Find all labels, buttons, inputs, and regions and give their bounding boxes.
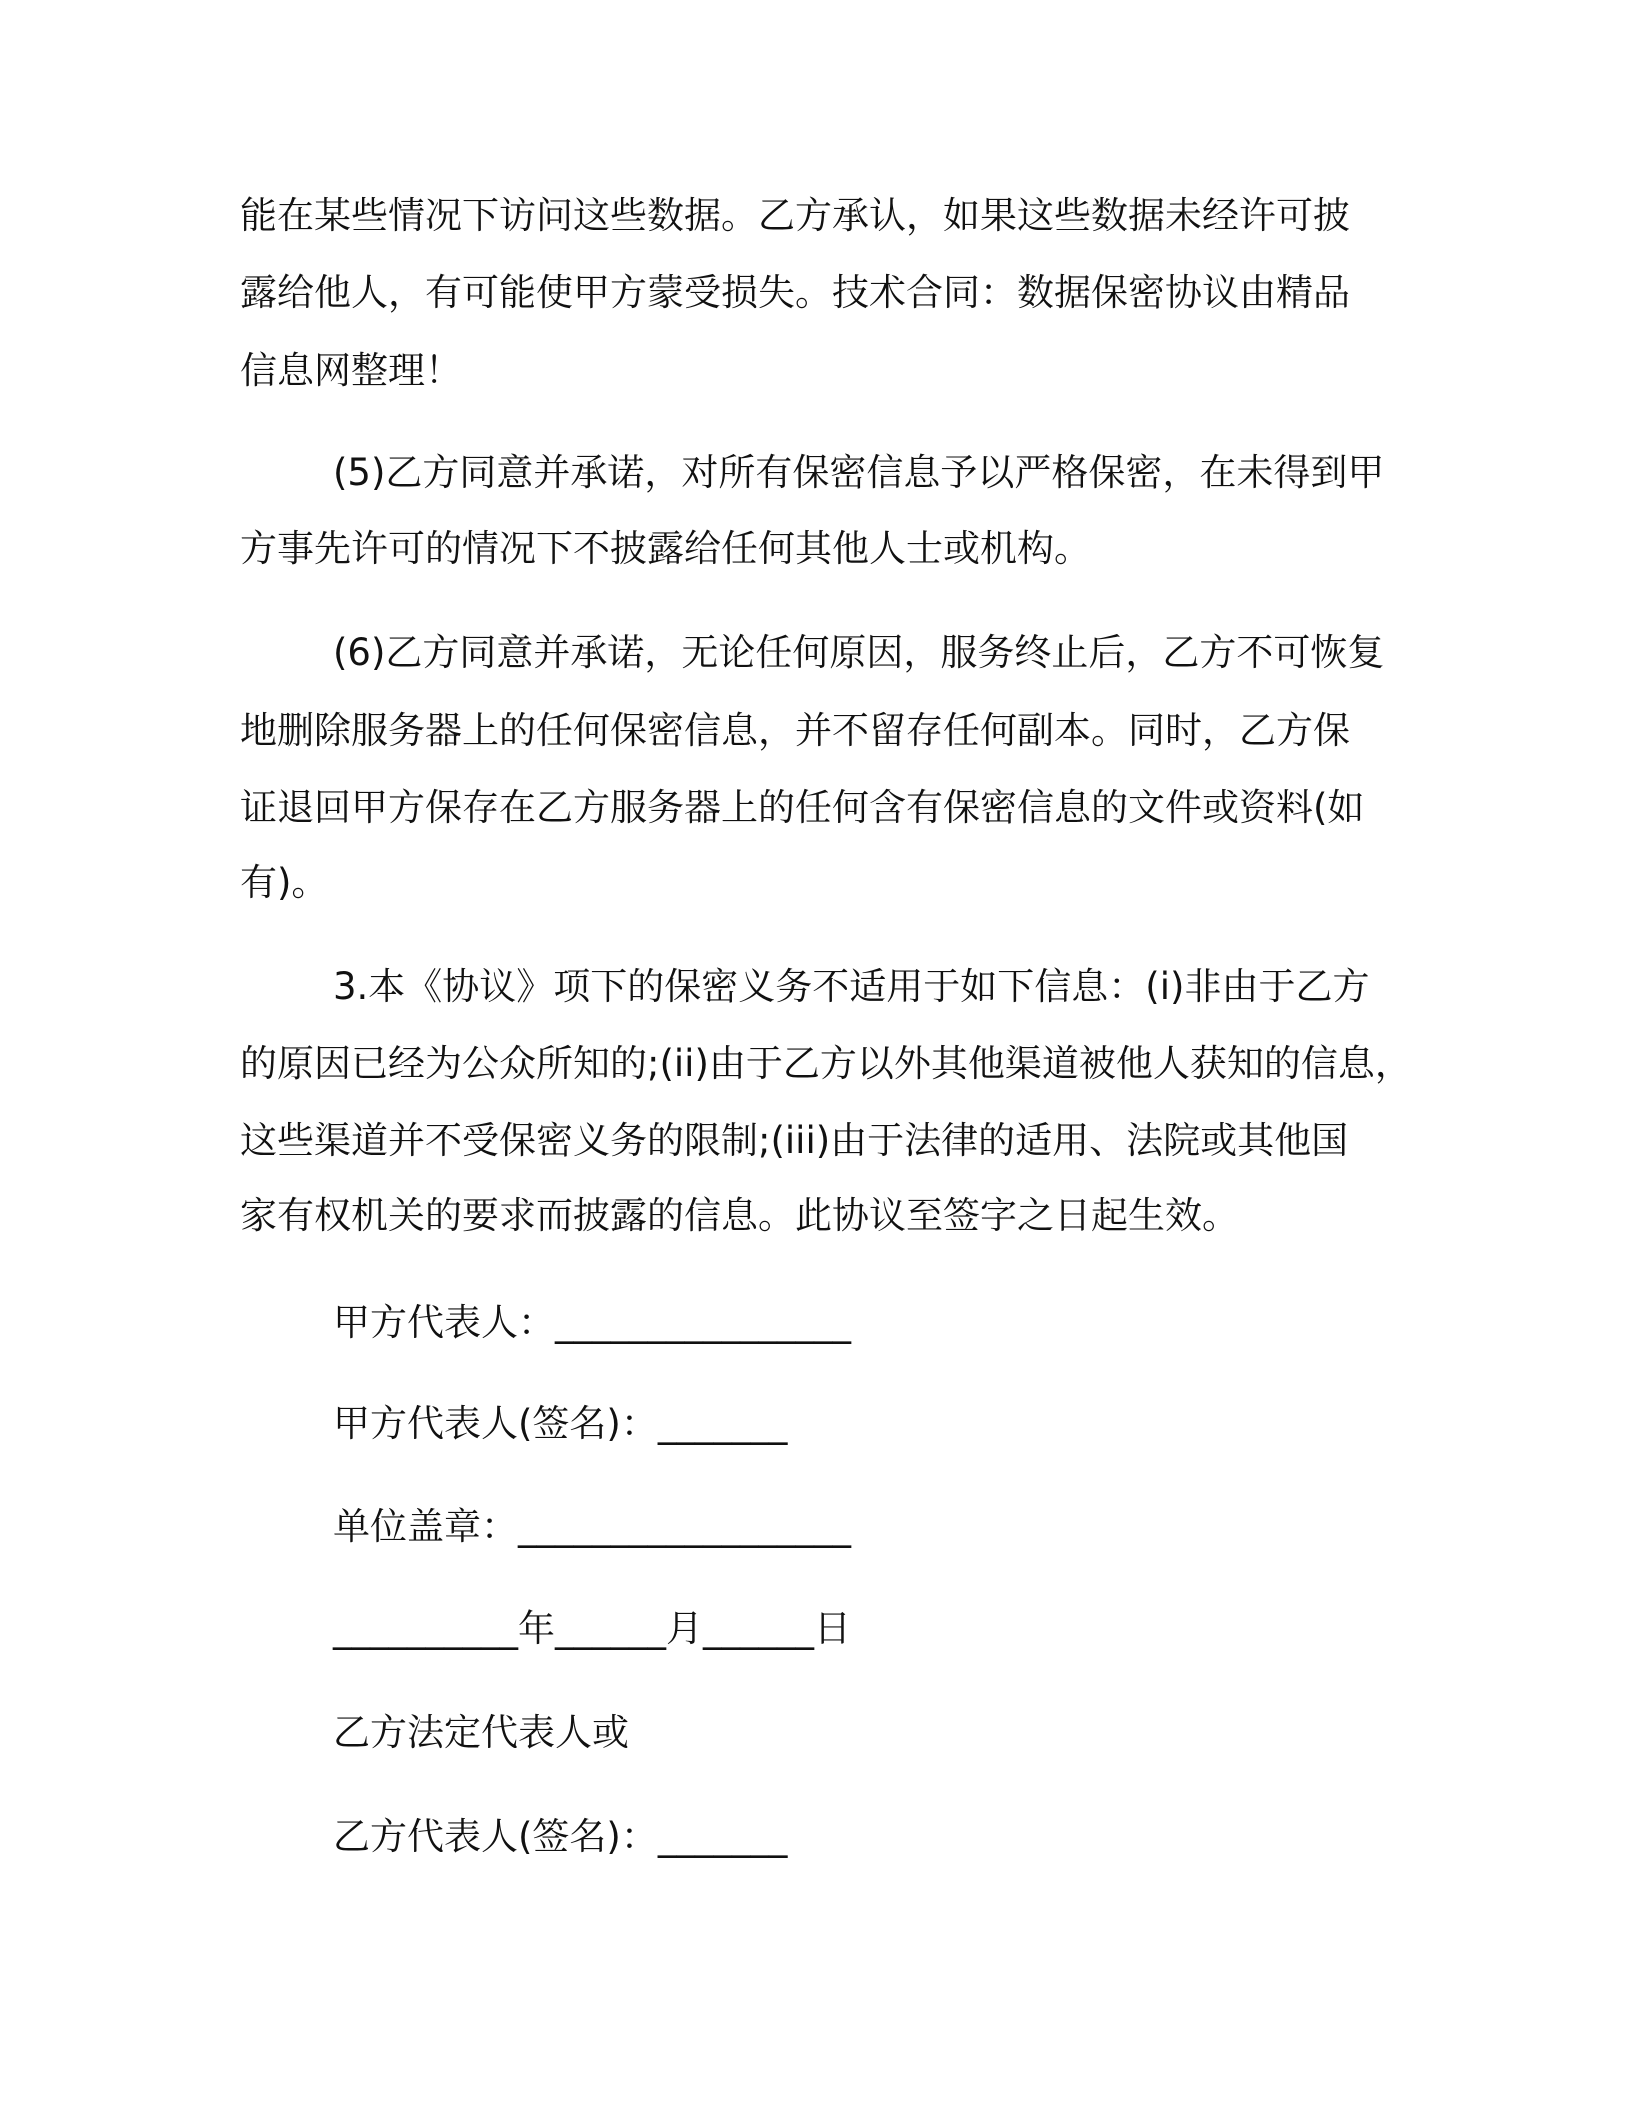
date-field: __________年______月______日 bbox=[333, 1607, 851, 1650]
article-3-line-1: 3.本《协议》项下的保密义务不适用于如下信息：(i)非由于乙方 bbox=[333, 965, 1370, 1008]
party-a-signature-field: 甲方代表人(签名)：_______ bbox=[333, 1402, 788, 1445]
article-3-line-4: 家有权机关的要求而披露的信息。此协议至签字之日起生效。 bbox=[240, 1194, 1239, 1237]
party-a-representative-field: 甲方代表人：________________ bbox=[333, 1301, 851, 1344]
company-seal-field: 单位盖章：__________________ bbox=[333, 1505, 851, 1548]
article-3-line-2: 的原因已经为公众所知的;(ii)由于乙方以外其他渠道被他人获知的信息， bbox=[240, 1042, 1412, 1085]
clause-6-line-4: 有)。 bbox=[240, 861, 329, 904]
clause-5-line-2: 方事先许可的情况下不披露给任何其他人士或机构。 bbox=[240, 527, 1091, 570]
clause-6-line-1: (6)乙方同意并承诺，无论任何原因，服务终止后，乙方不可恢复 bbox=[333, 631, 1385, 674]
article-3-line-3: 这些渠道并不受保密义务的限制;(iii)由于法律的适用、法院或其他国 bbox=[240, 1119, 1349, 1162]
paragraph-1-line-1: 能在某些情况下访问这些数据。乙方承认，如果这些数据未经许可披 bbox=[240, 194, 1350, 237]
paragraph-1-line-3: 信息网整理！ bbox=[240, 349, 462, 392]
clause-6-line-2: 地删除服务器上的任何保密信息，并不留存任何副本。同时，乙方保 bbox=[240, 709, 1350, 752]
paragraph-1-line-2: 露给他人，有可能使甲方蒙受损失。技术合同：数据保密协议由精品 bbox=[240, 271, 1350, 314]
party-b-signature-field: 乙方代表人(签名)：_______ bbox=[333, 1815, 788, 1858]
party-b-legal-representative-label: 乙方法定代表人或 bbox=[333, 1711, 629, 1754]
clause-6-line-3: 证退回甲方保存在乙方服务器上的任何含有保密信息的文件或资料(如 bbox=[240, 786, 1365, 829]
clause-5-line-1: (5)乙方同意并承诺，对所有保密信息予以严格保密，在未得到甲 bbox=[333, 451, 1385, 494]
